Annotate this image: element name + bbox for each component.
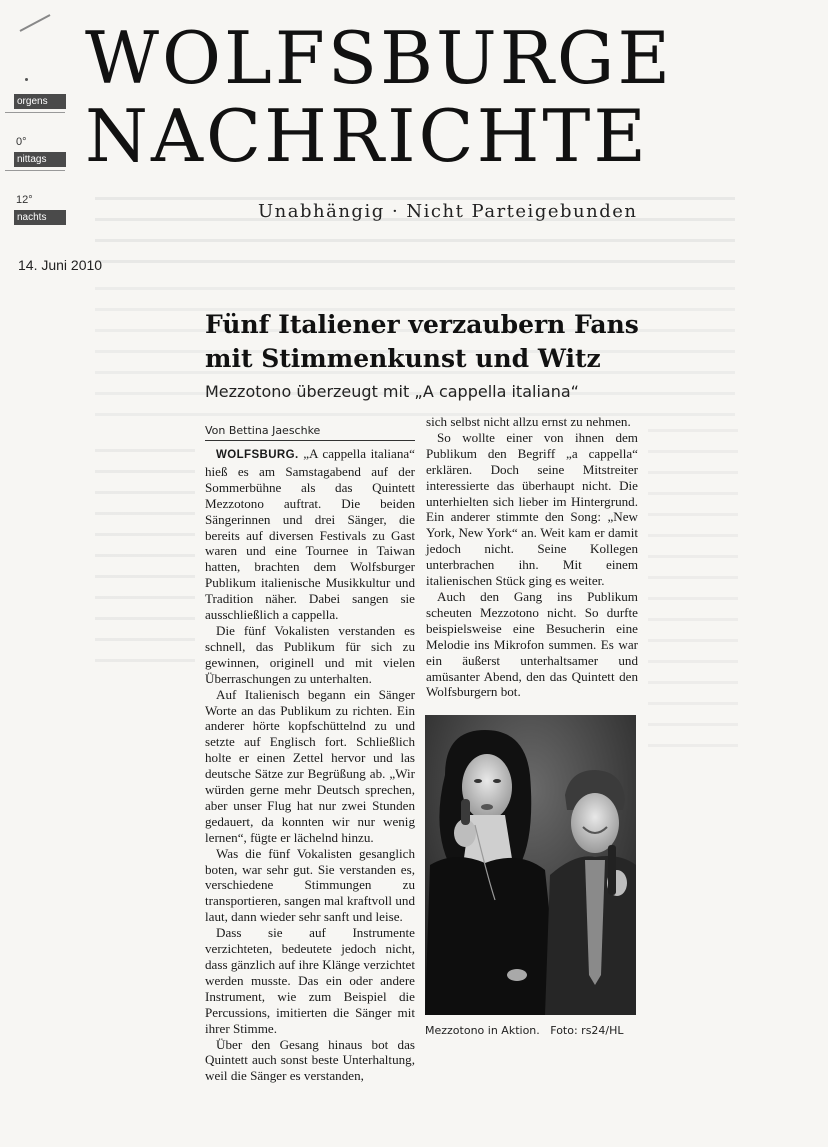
paragraph: Die fünf Vokalisten verstanden es schnell, das Publikum für sich zu gewinnen, originell und mit vielen Überraschungen zu unterhalten. — [205, 622, 415, 686]
weather-midday-label: nittags — [14, 152, 66, 167]
weather-midday-temp: 0° — [16, 136, 27, 148]
masthead-title-line-1: WOLFSBURGE — [85, 16, 673, 100]
paragraph: Auf Italienisch begann ein Sänger Worte an das Publikum zu richten. Ein anderer hörte kopfschüttelnd zu und setzte auf Englisch fort. Schließlich holte er einen Zettel hervor und las deutsche Sätze zur Begrüßung ab. „Wir würden gerne mehr Deutsch sprechen, aber unser Flug hat nur zwei Stunden gedauert, da konnten wir nur wenig lernen“, fügte er lächelnd hinzu. — [205, 686, 415, 845]
article-column-1 — [205, 446, 415, 1084]
photo-caption: Mezzotono in Aktion. — [425, 1024, 540, 1037]
paragraph-text: „A cappella italiana“ hieß es am Samstagabend auf der Sommerbühne als das Quintett Mezzotono auftrat. Die beiden Sängerinnen und drei Sänger, die bereits auf diversen Festivals zu Gast waren und eine Tournee in Taiwan hatten, brachten dem Wolfsburger Publikum italienische Musikkultur und Tradition näher. Dabei sangen sie ausschließlich a cappella. — [205, 446, 415, 623]
paragraph: So wollte einer von ihnen dem Publikum den Begriff „a cappella“ erklären. Doch seine Mitstreiter interessierte das überhaupt nicht. Die unterhielten sich lieber im Hintergrund. Ein anderer stimmte den Song: „New York, New York“ an. Weit kam er damit jedoch nicht. Seine Kollegen unterbrachen ihn. Mit einem italienischen Stück ging es weiter. — [426, 429, 638, 589]
paragraph: Auch den Gang ins Publikum scheuten Mezzotono nicht. So durfte beispielsweise eine Besucherin eine Melodie ins Mikrofon summen. Es war ein äußerst unterhaltsamer und amüsanter Abend, den das Quintett den Wolfsburgern bot. — [426, 588, 638, 700]
weather-divider — [5, 112, 65, 113]
article-dateline: WOLFSBURG. — [216, 449, 299, 461]
dot-marker — [25, 78, 28, 81]
photo-caption-block — [425, 1024, 624, 1037]
byline-divider — [205, 440, 415, 441]
weather-night-temp: 12° — [16, 194, 33, 206]
masthead-title-line-2: NACHRICHTE — [85, 94, 649, 178]
issue-date: 14. Juni 2010 — [18, 257, 103, 273]
photo-credit: Foto: rs24/HL — [550, 1024, 624, 1037]
paragraph: sich selbst nicht allzu ernst zu nehmen. — [426, 414, 631, 429]
headline-line-2: mit Stimmenkunst und Witz — [205, 344, 601, 373]
pin-icon — [20, 14, 51, 32]
paragraph — [205, 446, 415, 623]
article-headline — [205, 308, 645, 376]
photo-illustration — [425, 715, 636, 1015]
paragraph: Was die fünf Vokalisten gesanglich boten, war sehr gut. Sie verstanden es, verschiedene Stimmungen zu transportieren, sangen mal kraftvoll und laut, dann wieder sehr sanft und leise. — [205, 845, 415, 925]
weather-divider — [5, 170, 65, 171]
article-photo — [425, 715, 636, 1015]
paragraph: Über den Gesang hinaus bot das Quintett auch sonst beste Unterhaltung, weil die Sänger es verstanden, — [205, 1036, 415, 1084]
headline-line-1: Fünf Italiener verzaubern Fans — [205, 310, 639, 339]
weather-morning-label: orgens — [14, 94, 66, 109]
article-byline: Von Bettina Jaeschke — [205, 424, 321, 437]
paragraph: Dass sie auf Instrumente verzichteten, bedeutete jedoch nicht, dass gänzlich auf ihre Klänge verzichtet werden musste. Das ein oder andere Instrument, wie zum Beispiel die Percussions, imitierten die Sänger mit ihrer Stimme. — [205, 925, 415, 1036]
weather-night-label: nachts — [14, 210, 66, 225]
masthead-slogan: Unabhängig · Nicht Parteigebunden — [258, 201, 638, 222]
article-column-2 — [426, 414, 638, 700]
article-subheadline: Mezzotono überzeugt mit „A cappella italiana“ — [205, 382, 579, 401]
